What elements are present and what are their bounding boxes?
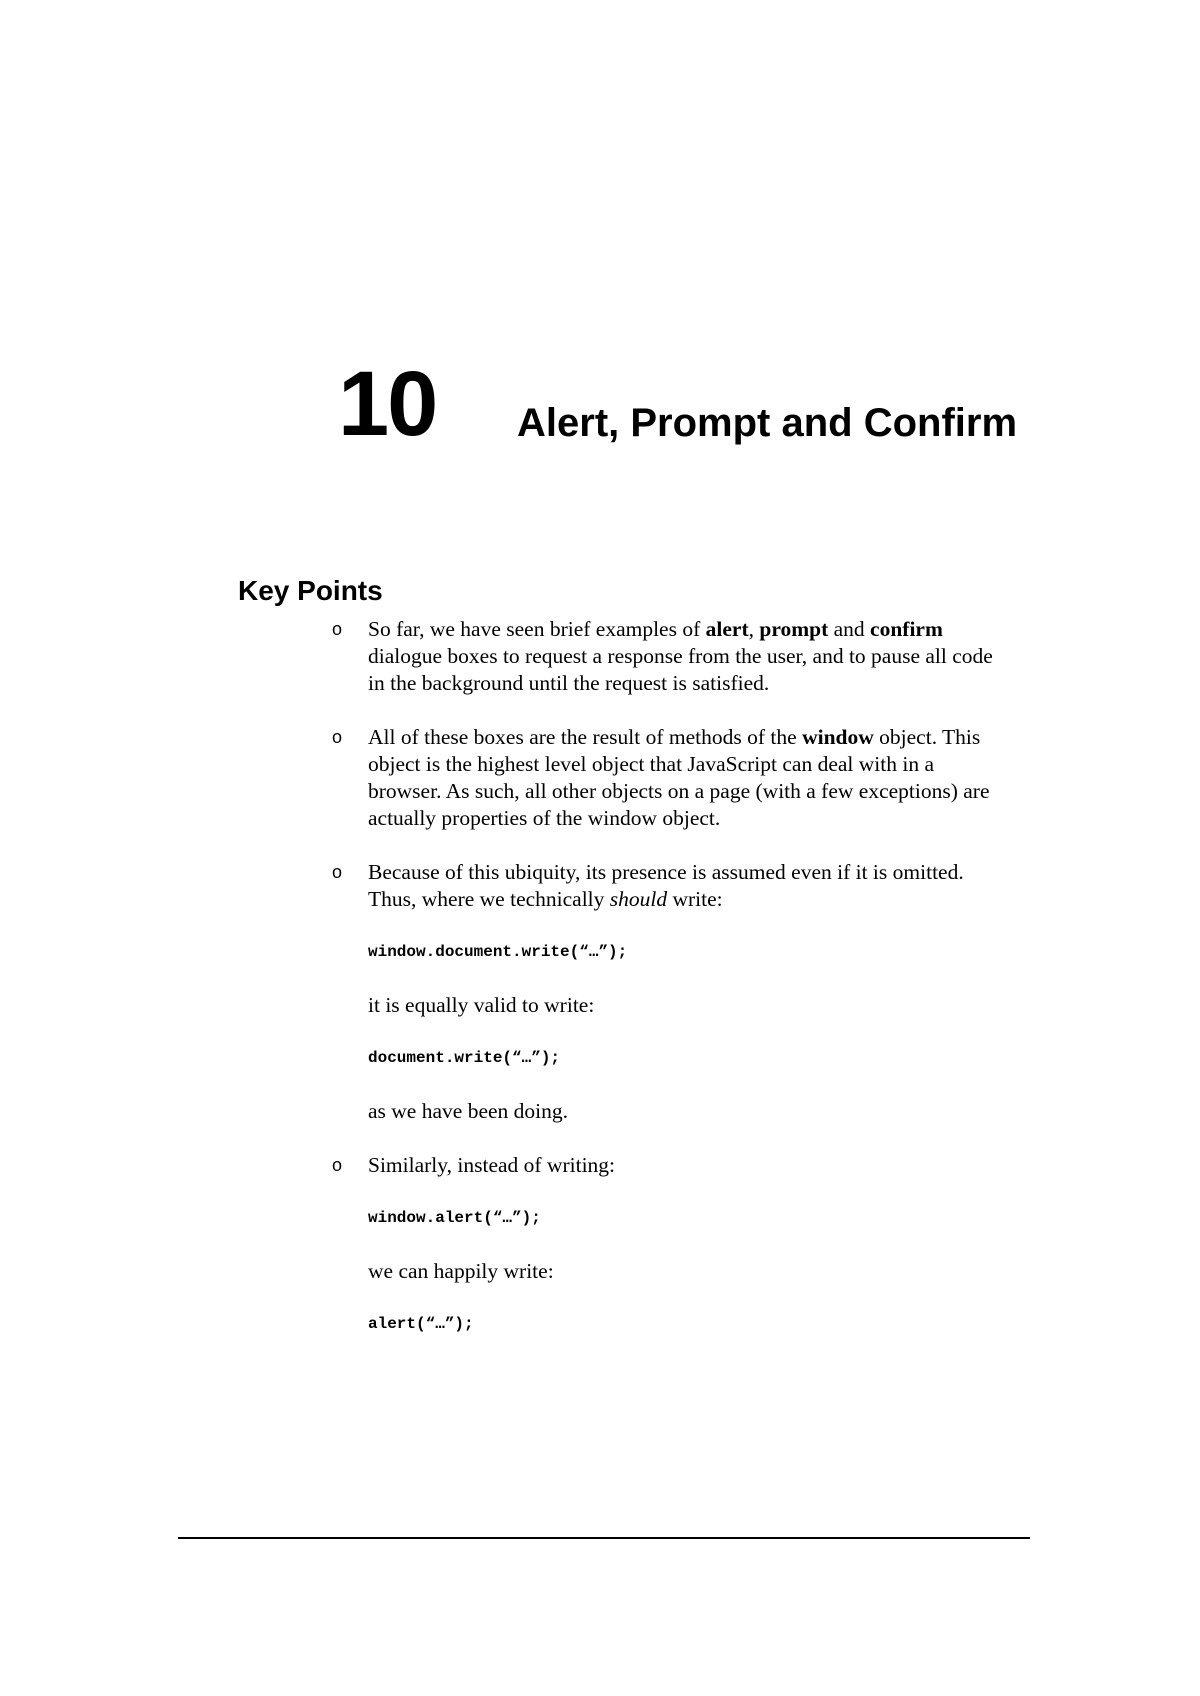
text-run: write: bbox=[667, 887, 723, 911]
text-run: So far, we have seen brief examples of bbox=[368, 617, 706, 641]
bullet-marker: o bbox=[332, 862, 343, 882]
code-snippet: alert(“…”); bbox=[368, 1315, 474, 1333]
code-snippet: window.document.write(“…”); bbox=[368, 943, 628, 961]
key-point-text: we can happily write: bbox=[368, 1259, 554, 1283]
keyword-window: window bbox=[802, 725, 874, 749]
text-run: object. This object is the highest level object that JavaScript can deal with in a browser. As such, all other objects on a page (with a few exceptions) are actually properties of the window object. bbox=[368, 725, 990, 830]
keyword-alert: alert bbox=[705, 617, 749, 641]
key-point-text: it is equally valid to write: bbox=[368, 993, 595, 1017]
key-point-text bbox=[368, 616, 1012, 697]
text-run: Because of this ubiquity, its presence is assumed even if it is omitted. Thus, where we technically bbox=[368, 860, 964, 911]
key-point-text bbox=[368, 859, 1012, 913]
text-run: , bbox=[748, 617, 760, 641]
emphasis-should: should bbox=[609, 887, 668, 911]
text-run: All of these boxes are the result of methods of the bbox=[368, 725, 803, 749]
key-point-text bbox=[368, 724, 1012, 832]
key-point-text: Similarly, instead of writing: bbox=[368, 1153, 616, 1177]
text-run: dialogue boxes to request a response from the user, and to pause all code in the background until the request is satisfied. bbox=[368, 644, 993, 695]
keyword-confirm: confirm bbox=[870, 617, 943, 641]
code-snippet: document.write(“…”); bbox=[368, 1049, 561, 1067]
chapter-number: 10 bbox=[338, 353, 437, 455]
chapter-title: Alert, Prompt and Confirm bbox=[517, 401, 1018, 445]
code-snippet: window.alert(“…”); bbox=[368, 1209, 541, 1227]
key-points-list bbox=[332, 616, 1012, 1365]
key-point-text: as we have been doing. bbox=[368, 1099, 568, 1123]
bullet-marker: o bbox=[332, 727, 343, 747]
key-point-2 bbox=[332, 724, 1012, 832]
section-heading: Key Points bbox=[238, 575, 383, 606]
text-run: and bbox=[828, 617, 871, 641]
key-point-1 bbox=[332, 616, 1012, 697]
keyword-prompt: prompt bbox=[759, 617, 829, 641]
bullet-marker: o bbox=[332, 1155, 343, 1175]
bullet-marker: o bbox=[332, 619, 343, 639]
key-point-3 bbox=[332, 859, 1012, 1125]
key-point-4 bbox=[332, 1152, 1012, 1338]
footer-rule bbox=[178, 1537, 1030, 1539]
